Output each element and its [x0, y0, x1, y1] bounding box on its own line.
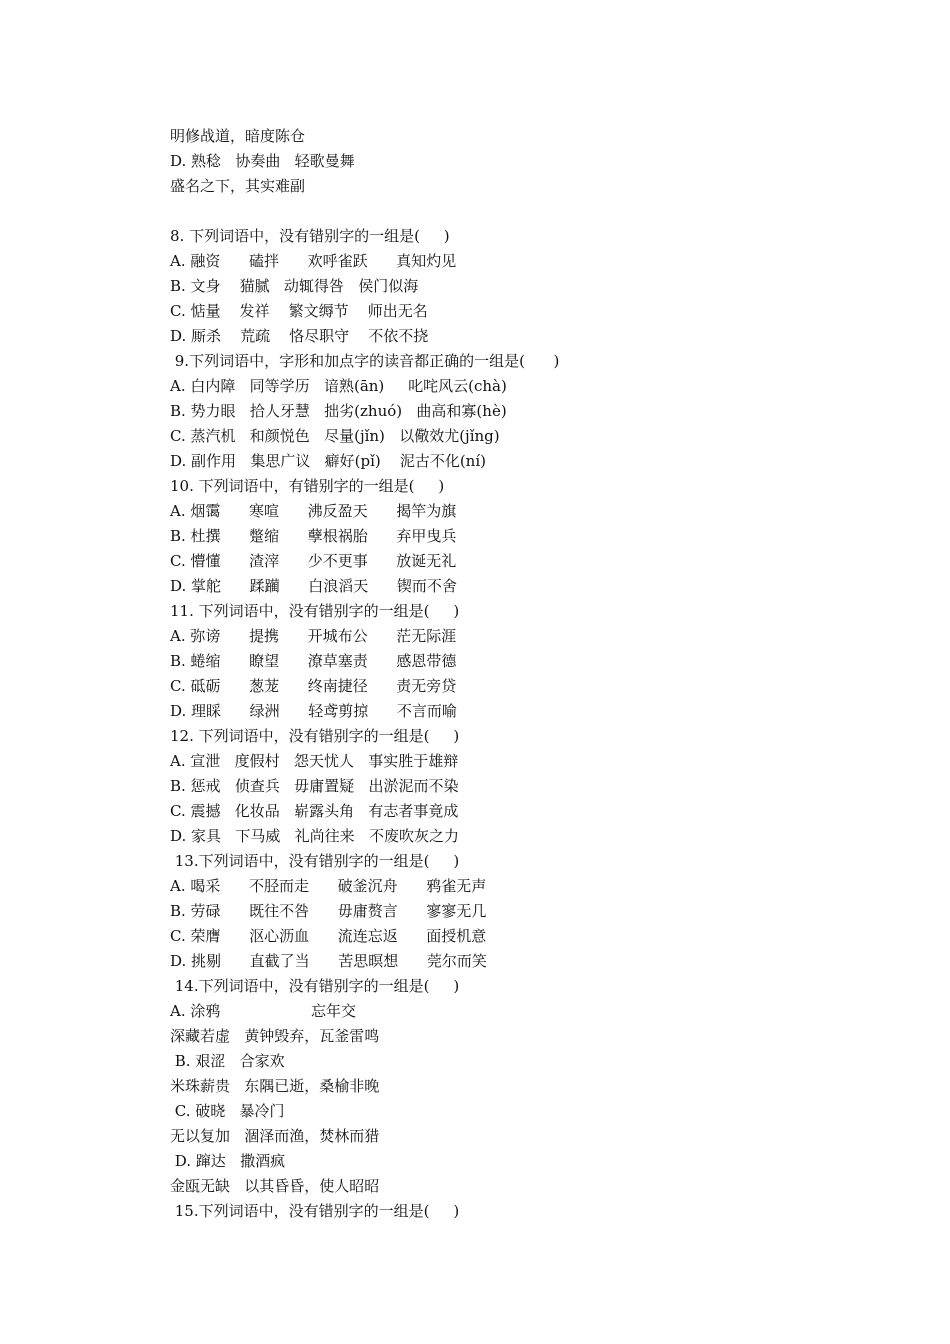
- option-d-line: D. 厮杀 荒疏 恪尽职守 不依不挠: [170, 327, 429, 345]
- question-10: 10. 下列词语中，有错别字的一组是( ): [170, 477, 445, 495]
- text-line: 米珠薪贵 东隅已逝，桑榆非晚: [170, 1077, 380, 1095]
- option-d-line: D. 挑剔 直截了当 苦思暝想 莞尔而笑: [170, 952, 487, 970]
- text-line: 金瓯无缺 以其昏昏，使人昭昭: [170, 1177, 380, 1195]
- option-b-line: B. 文身 猫腻 动辄得咎 侯门似海: [170, 277, 419, 295]
- text-line: 深藏若虚 黄钟毁弃，瓦釜雷鸣: [170, 1027, 380, 1045]
- option-d-line: D. 家具 下马威 礼尚往来 不废吹灰之力: [170, 827, 459, 845]
- option-a-line: A. 弥谤 提携 开城布公 茫无际涯: [170, 627, 457, 645]
- option-a-line: A. 融资 磕拌 欢呼雀跃 真知灼见: [170, 252, 457, 270]
- question-14: 14.下列词语中，没有错别字的一组是( ): [170, 977, 460, 995]
- option-d-line: D. 蹿达 撒酒疯: [170, 1152, 286, 1170]
- option-d-line: D. 掌舵 蹂躏 白浪滔天 锲而不舍: [170, 577, 457, 595]
- option-b-line: B. 势力眼 拾人牙慧 拙劣(zhuó) 曲高和寡(hè): [170, 402, 507, 420]
- option-d-line: D. 理睬 绿洲 轻鸢剪掠 不言而喻: [170, 702, 457, 720]
- question-9: 9.下列词语中，字形和加点字的读音都正确的一组是( ): [170, 352, 560, 370]
- option-a-line: A. 喝采 不胫而走 破釜沉舟 鸦雀无声: [170, 877, 487, 895]
- question-11: 11. 下列词语中，没有错别字的一组是( ): [170, 602, 460, 620]
- option-b-line: B. 艰涩 合家欢: [170, 1052, 285, 1070]
- option-c-line: C. 震撼 化妆品 崭露头角 有志者事竟成: [170, 802, 459, 820]
- option-b-line: B. 蜷缩 瞭望 潦草塞责 感恩带德: [170, 652, 457, 670]
- option-d-line: D. 熟稔 协奏曲 轻歌曼舞: [170, 152, 355, 170]
- option-c-line: C. 荣膺 沤心沥血 流连忘返 面授机意: [170, 927, 487, 945]
- question-12: 12. 下列词语中，没有错别字的一组是( ): [170, 727, 460, 745]
- option-a-line: A. 涂鸦 忘年交: [170, 1002, 356, 1020]
- option-a-line: A. 宣泄 度假村 怨天忧人 事实胜于雄辩: [170, 752, 459, 770]
- option-c-line: C. 破晓 暴冷门: [170, 1102, 285, 1120]
- option-b-line: B. 杜撰 蹩缩 孽根祸胎 弃甲曳兵: [170, 527, 457, 545]
- question-8: 8. 下列词语中，没有错别字的一组是( ): [170, 227, 450, 245]
- text-line: 明修战道，暗度陈仓: [170, 127, 306, 145]
- option-b-line: B. 惩戒 侦查兵 毋庸置疑 出淤泥而不染: [170, 777, 459, 795]
- option-b-line: B. 劳碌 既往不咎 毋庸赘言 寥寥无几: [170, 902, 487, 920]
- question-13: 13.下列词语中，没有错别字的一组是( ): [170, 852, 460, 870]
- option-c-line: C. 惦量 发祥 繁文缛节 师出无名: [170, 302, 428, 320]
- question-15: 15.下列词语中，没有错别字的一组是( ): [170, 1202, 460, 1220]
- text-line: 盛名之下，其实难副: [170, 177, 306, 195]
- option-a-line: A. 烟霭 寒喧 沸反盈天 揭竿为旗: [170, 502, 457, 520]
- option-a-line: A. 白内障 同等学历 谙熟(ān) 叱咤风云(chà): [170, 377, 507, 395]
- option-c-line: C. 砥砺 葱茏 终南捷径 责无旁贷: [170, 677, 457, 695]
- option-d-line: D. 副作用 集思广议 癖好(pǐ) 泥古不化(ní): [170, 452, 486, 470]
- text-line: 无以复加 涸泽而渔，焚林而猎: [170, 1127, 380, 1145]
- option-c-line: C. 蒸汽机 和颜悦色 尽量(jǐn) 以儆效尤(jǐng): [170, 427, 500, 445]
- option-c-line: C. 懵懂 渣滓 少不更事 放诞无礼: [170, 552, 457, 570]
